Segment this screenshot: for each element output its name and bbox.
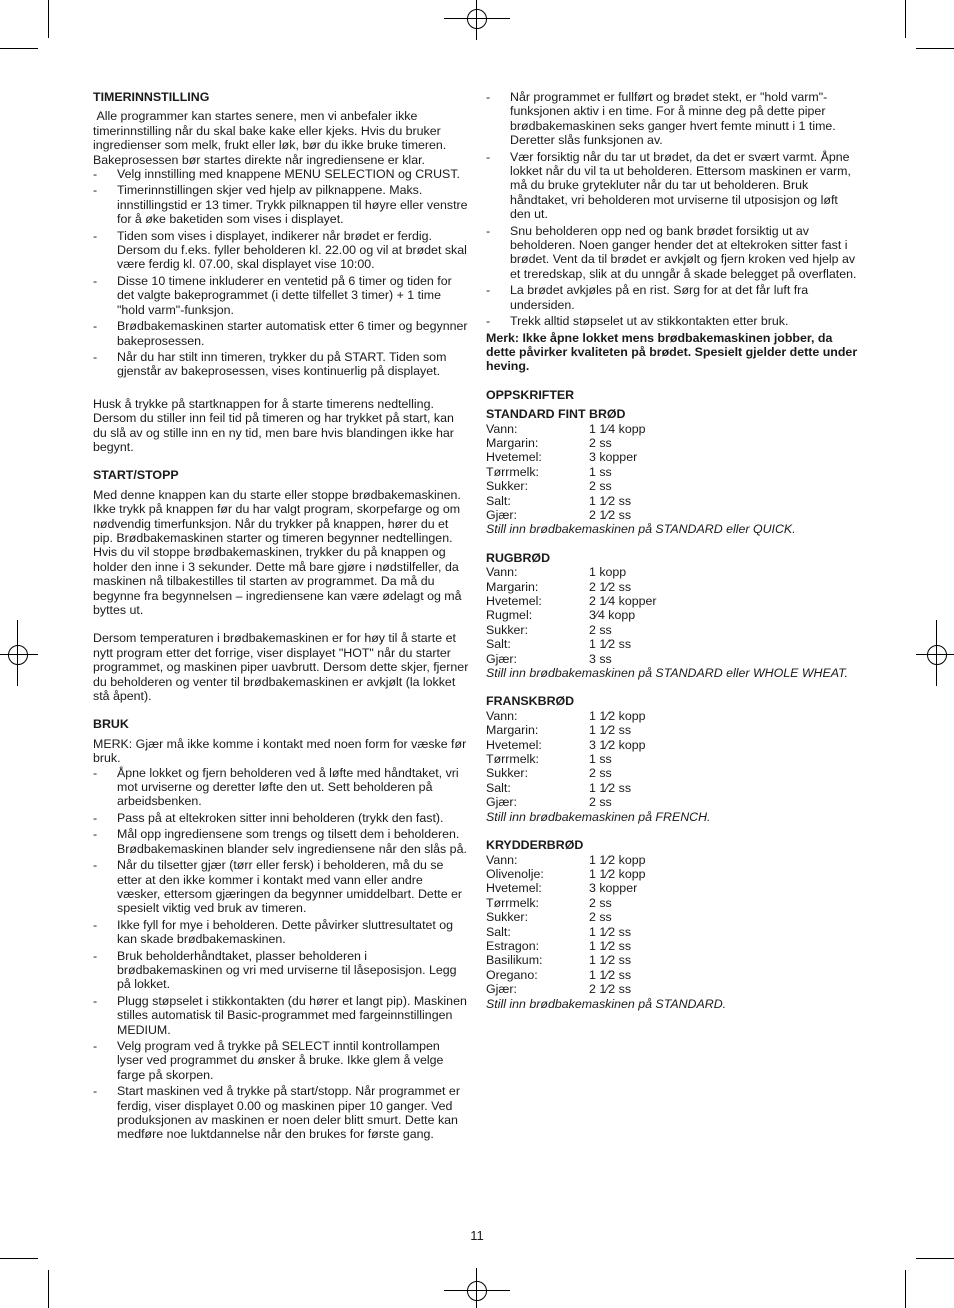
ingredient-amount: 2 ss <box>589 910 612 925</box>
ingredient-row <box>486 608 858 622</box>
ingredient-row <box>486 450 858 464</box>
bruk-heading: BRUK <box>93 717 129 732</box>
ingredient-name: Hvetemel: <box>486 737 542 752</box>
page-number: 11 <box>470 1228 484 1243</box>
ingredient-name: Margarin: <box>486 723 539 738</box>
recipe-title: RUGBRØD <box>486 550 551 565</box>
ingredient-name: Olivenolje: <box>486 866 544 881</box>
ingredient-amount: 2 ss <box>589 622 612 637</box>
ingredient-row <box>486 594 858 608</box>
ingredient-row <box>486 723 858 737</box>
ingredient-row <box>486 881 858 895</box>
list-item: - Når du tilsetter gjær (tørr eller fersk) i beholderen, må du se etter at den ikke kommer i kontakt med vann eller andre væsker, ettersom gjæringen da begynner umiddelbart. Dette er spesielt viktig ved bruk av timeren. <box>93 858 469 916</box>
ingredient-name: Oregano: <box>486 967 538 982</box>
ingredient-row <box>486 953 858 967</box>
ingredient-amount: 3 ss <box>589 651 612 666</box>
ingredient-amount: 2 ss <box>589 895 612 910</box>
ingredient-amount: 2 ss <box>589 795 612 810</box>
ingredient-amount: 1 1⁄4 kopp <box>589 421 646 436</box>
ingredient-amount: 1 1⁄2 kopp <box>589 866 646 881</box>
ingredient-row <box>486 968 858 982</box>
ingredient-amount: 1 ss <box>589 464 612 479</box>
ingredient-row <box>486 752 858 766</box>
list-item: - Trekk alltid støpselet ut av stikkontakten etter bruk. <box>486 314 858 328</box>
ingredient-name: Salt: <box>486 637 511 652</box>
list-item: - Brødbakemaskinen starter automatisk etter 6 timer og begynner bakeprosessen. <box>93 319 469 348</box>
ingredient-name: Rugmel: <box>486 608 533 623</box>
ingredient-row <box>486 709 858 723</box>
recipe-instruction: Still inn brødbakemaskinen på STANDARD eller QUICK. <box>486 522 796 537</box>
ingredient-name: Salt: <box>486 493 511 508</box>
list-item: - Mål opp ingrediensene som trengs og tilsett dem i beholderen. Brødbakemaskinen blander selv ingrediensene når den slås på. <box>93 827 469 856</box>
ingredient-row <box>486 766 858 780</box>
ingredient-row <box>486 939 858 953</box>
list-item: - Snu beholderen opp ned og bank brødet forsiktig ut av beholderen. Noen ganger hender det at eltekroken sitter fast i brødet. Vent da til brødet er avkjølt og fjern kroken ved hjelp av et treredskap, slik at du unngår å skade belegget på overflaten. <box>486 224 858 282</box>
ingredient-row <box>486 781 858 795</box>
list-item: - Pass på at eltekroken sitter inni beholderen (trykk den fast). <box>93 811 469 825</box>
list-item: - Vær forsiktig når du tar ut brødet, da det er svært varmt. Åpne lokket når du vil ta ut beholderen. Ettersom maskinen er varm, må du bruke grytekluter når du tar ut beholderen. Bruk håndtaket, vri beholderen mot urviserne til utposisjon og løft den ut. <box>486 150 858 222</box>
ingredient-row <box>486 738 858 752</box>
ingredient-amount: 1 ss <box>589 752 612 767</box>
ingredient-name: Sukker: <box>486 479 529 494</box>
ingredient-name: Tørrmelk: <box>486 895 539 910</box>
bruk-note: MERK: Gjær må ikke komme i kontakt med noen form for væske før bruk. <box>93 736 467 766</box>
ingredient-amount: 1 1⁄2 kopp <box>589 852 646 867</box>
ingredient-name: Gjær: <box>486 651 517 666</box>
ingredient-row <box>486 436 858 450</box>
ingredient-name: Sukker: <box>486 766 529 781</box>
timer-intro: Alle programmer kan startes senere, men vi anbefaler ikke timerinnstilling når du skal bake kake eller kjeks. Hvis du bruker ingredienser som melk, frukt eller løk, bør du ikke bruke timeren. Bakeprosessen bør startes direkte når ingrediensene er klar. <box>93 109 450 167</box>
recipe-instruction: Still inn brødbakemaskinen på FRENCH. <box>486 809 711 824</box>
list-item: - Disse 10 timene inkluderer en ventetid på 6 timer og tiden for det valgte bakeprogrammet (i dette tilfellet 3 timer) + 1 time "hold varm"-funksjon. <box>93 274 469 317</box>
ingredient-name: Sukker: <box>486 910 529 925</box>
ingredient-amount: 2 1⁄4 kopper <box>589 594 657 608</box>
ingredient-amount: 1 1⁄2 ss <box>589 780 632 795</box>
ingredient-name: Tørrmelk: <box>486 464 539 479</box>
ingredient-name: Gjær: <box>486 507 517 522</box>
ingredient-amount: 2 ss <box>589 766 612 781</box>
ingredient-name: Margarin: <box>486 435 539 450</box>
ingredient-amount: 1 1⁄2 ss <box>589 938 632 953</box>
ingredient-name: Hvetemel: <box>486 450 542 465</box>
right-column <box>486 90 858 1011</box>
ingredient-amount: 3⁄4 kopp <box>589 608 636 623</box>
recipe-block <box>486 694 858 824</box>
ingredient-name: Salt: <box>486 924 511 939</box>
ingredient-amount: 1 1⁄2 kopp <box>589 708 646 723</box>
list-item: - Velg program ved å trykke på SELECT inntil kontrollampen lyser ved programmet du ønsker å bruke. Ikke glem å velge farge på skorpen. <box>93 1039 469 1082</box>
ingredient-amount: 3 kopper <box>589 450 638 465</box>
list-item: - La brødet avkjøles på en rist. Sørg for at det får luft fra undersiden. <box>486 283 858 312</box>
recipe-instruction: Still inn brødbakemaskinen på STANDARD eller WHOLE WHEAT. <box>486 666 848 681</box>
timer-note: Husk å trykke på startknappen for å starte timerens nedtelling. Dersom du stiller inn feil tid på timeren og har trykket på start, kan du slå av og stille inn en ny tid, men bare hvis blandingen ikke har begynt. <box>93 396 454 454</box>
ingredient-amount: 1 1⁄2 ss <box>589 967 632 982</box>
ingredient-amount: 2 1⁄2 ss <box>589 507 632 522</box>
ingredient-name: Hvetemel: <box>486 594 542 608</box>
ingredient-name: Vann: <box>486 708 518 723</box>
ingredient-row <box>486 795 858 809</box>
ingredient-amount: 2 1⁄2 ss <box>589 982 632 997</box>
ingredient-name: Vann: <box>486 565 518 580</box>
list-item: - Plugg støpselet i stikkontakten (du hører et langt pip). Maskinen stilles automatisk til Basic-programmet med fargeinnstillingen MEDIUM. <box>93 994 469 1037</box>
ingredient-name: Hvetemel: <box>486 881 542 896</box>
ingredient-row <box>486 925 858 939</box>
ingredient-row <box>486 565 858 579</box>
ingredient-name: Salt: <box>486 780 511 795</box>
recipe-title: FRANSKBRØD <box>486 694 575 709</box>
ingredient-row <box>486 479 858 493</box>
startstop-paragraph-1: Med denne knappen kan du starte eller stoppe brødbakemaskinen. Ikke trykk på knappen før du har valgt program, skorpefarge og om nødvendig timerfunksjon. Når du trykker på knappen, hører du et pip. Brødbakemaskinen starter og timeren begynner nedtellingen. <box>93 487 461 545</box>
list-item: - Bruk beholderhåndtaket, plasser beholderen i brødbakemaskinen og vri med urviserne til låseposisjon. Legg på lokket. <box>93 949 469 992</box>
ingredient-name: Vann: <box>486 852 518 867</box>
startstop-heading: START/STOPP <box>93 468 179 483</box>
ingredient-amount: 1 1⁄2 ss <box>589 493 632 508</box>
ingredient-name: Estragon: <box>486 938 540 953</box>
ingredient-row <box>486 494 858 508</box>
recipe-block <box>486 407 858 537</box>
list-item: - Start maskinen ved å trykke på start/stopp. Når programmet er ferdig, viser displayet 0.00 og maskinen piper 10 ganger. Ved produksjonen av maskinen er noen deler blitt smurt. Dette kan medføre noe luktdannelse når den brukes for første gang. <box>93 1084 469 1142</box>
list-item: - Åpne lokket og fjern beholderen ved å løfte med håndtaket, vri mot urviserne og deretter løfte den ut. Sett beholderen på arbeidsbenken. <box>93 766 469 809</box>
ingredient-amount: 3 kopper <box>589 881 638 896</box>
timer-heading: TIMERINNSTILLING <box>93 90 210 104</box>
ingredient-name: Gjær: <box>486 982 517 997</box>
ingredient-amount: 3 1⁄2 kopp <box>589 737 646 752</box>
ingredient-amount: 2 1⁄2 ss <box>589 579 632 594</box>
ingredient-row <box>486 867 858 881</box>
ingredient-amount: 1 1⁄2 ss <box>589 637 632 652</box>
ingredient-name: Sukker: <box>486 622 529 637</box>
list-item: - Timerinnstillingen skjer ved hjelp av pilknappene. Maks. innstillingstid er 13 timer. Trykk pilknappen til høyre eller venstre for å øke baketiden som vises i displayet. <box>93 183 469 226</box>
recipe-block <box>486 838 858 1011</box>
recipe-block <box>486 551 858 681</box>
ingredient-name: Basilikum: <box>486 953 543 968</box>
timer-list <box>93 167 469 379</box>
list-item: - Når du har stilt inn timeren, trykker du på START. Tiden som gjenstår av bakeprosessen, vises kontinuerlig på displayet. <box>93 350 469 379</box>
usage-list-continued <box>486 90 858 329</box>
list-item: - Når programmet er fullført og brødet stekt, er "hold varm"-funksjonen aktiv i en time. For å minne deg på dette piper brødbakemaskinen seks ganger hvert femte minutt i 1 time. Deretter slås funksjonen av. <box>486 90 858 148</box>
recipes-list <box>486 407 858 1011</box>
ingredient-row <box>486 853 858 867</box>
startstop-paragraph-3: Dersom temperaturen i brødbakemaskinen er for høy til å starte et nytt program etter det forrige, viser displayet "HOT" når du starter programmet, og maskinen piper uavbrutt. Dersom dette skjer, fjerner du beholderen og venter til brødbakemaskinen er avkjølt (la lokket stå åpent). <box>93 631 469 704</box>
recipe-title: STANDARD FINT BRØD <box>486 407 626 422</box>
list-item: - Ikke fyll for mye i beholderen. Dette påvirker sluttresultatet og kan skade brødbakemaskinen. <box>93 918 469 947</box>
warning-note: Merk: Ikke åpne lokket mens brødbakemaskinen jobber, da dette påvirker kvaliteten på brødet. Spesielt gjelder dette under heving. <box>486 330 858 374</box>
ingredient-row <box>486 982 858 996</box>
ingredient-amount: 2 ss <box>589 479 612 494</box>
recipe-title: KRYDDERBRØD <box>486 838 584 853</box>
recipe-instruction: Still inn brødbakemaskinen på STANDARD. <box>486 996 727 1011</box>
ingredient-row <box>486 637 858 651</box>
ingredient-amount: 1 1⁄2 ss <box>589 723 632 738</box>
ingredient-name: Tørrmelk: <box>486 752 539 767</box>
ingredient-row <box>486 465 858 479</box>
ingredient-amount: 1 1⁄2 ss <box>589 953 632 968</box>
list-item: - Tiden som vises i displayet, indikerer når brødet er ferdig. Dersom du f.eks. fyller beholderen kl. 22.00 og vil at brødet skal være ferdig kl. 07.00, skal displayet vise 10:00. <box>93 229 469 272</box>
ingredient-amount: 2 ss <box>589 435 612 450</box>
ingredient-amount: 1 1⁄2 ss <box>589 924 632 939</box>
list-item: - Velg innstilling med knappene MENU SELECTION og CRUST. <box>93 167 469 181</box>
ingredient-name: Margarin: <box>486 579 539 594</box>
ingredient-row <box>486 652 858 666</box>
ingredient-name: Vann: <box>486 421 518 436</box>
ingredient-row <box>486 508 858 522</box>
ingredient-name: Gjær: <box>486 795 517 810</box>
startstop-paragraph-2: Hvis du vil stoppe brødbakemaskinen, trykker du på knappen og holder den inne i 3 sekunder. Dette må bare gjøre i nødstilfeller, da maskinen nå tilbakestilles til starten av programmet. Da må du begynne fra begynnelsen – ingrediensene kan være ødelagt og må byttes ut. <box>93 545 462 617</box>
ingredient-row <box>486 580 858 594</box>
ingredient-row <box>486 422 858 436</box>
ingredient-row <box>486 896 858 910</box>
bruk-list <box>93 766 469 1142</box>
ingredient-row <box>486 910 858 924</box>
ingredient-amount: 1 kopp <box>589 565 627 580</box>
left-column <box>93 90 469 1144</box>
recipes-heading: OPPSKRIFTER <box>486 387 575 402</box>
ingredient-row <box>486 623 858 637</box>
